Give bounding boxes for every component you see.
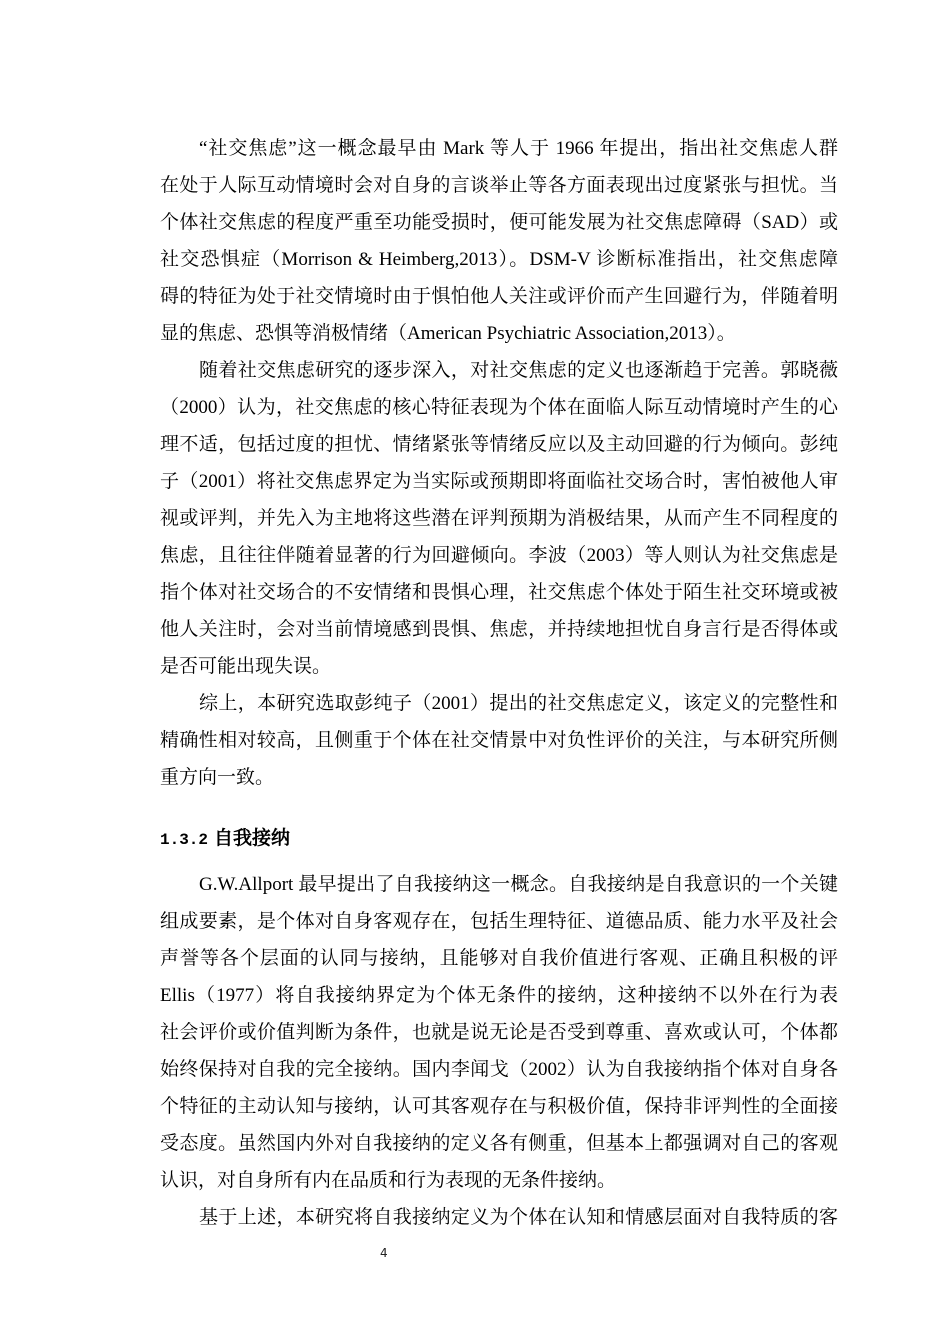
text-line: G.W.Allport 最早提出了自我接纳这一概念。自我接纳是自我意识的一个关键 [199, 874, 838, 895]
section-self-acceptance [160, 866, 838, 1236]
text-line: 视或评判，并先入为主地将这些潜在评判预期为消极结果，从而产生不同程度的 [160, 508, 838, 529]
paragraph [160, 130, 838, 352]
paragraph [160, 866, 838, 1199]
text-line: 碍的特征为处于社交情境时由于惧怕他人关注或评价而产生回避行为，伴随着明 [160, 286, 838, 307]
text-line: 是否可能出现失误。 [160, 656, 332, 677]
text-line: 基于上述，本研究将自我接纳定义为个体在认知和情感层面对自我特质的客 [199, 1207, 838, 1228]
text-line: 在处于人际互动情境时会对自身的言谈举止等各方面表现出过度紧张与担忧。当 [160, 175, 838, 196]
text-line: 受态度。虽然国内外对自我接纳的定义各有侧重，但基本上都强调对自己的客观 [160, 1133, 838, 1154]
text-line: 个特征的主动认知与接纳，认可其客观存在与积极价值，保持非评判性的全面接 [160, 1096, 838, 1117]
text-line: 始终保持对自我的完全接纳。国内李闻戈（2002）认为自我接纳指个体对自身各 [160, 1059, 838, 1080]
text-line: Ellis（1977）将自我接纳界定为个体无条件的接纳，这种接纳不以外在行为表 [160, 985, 838, 1006]
text-line: 随着社交焦虑研究的逐步深入，对社交焦虑的定义也逐渐趋于完善。郭晓薇 [199, 360, 838, 381]
text-line: 精确性相对较高，且侧重于个体在社交情景中对负性评价的关注，与本研究所侧 [160, 730, 838, 751]
text-line: 子（2001）将社交焦虑界定为当实际或预期即将面临社交场合时，害怕被他人审 [160, 471, 838, 492]
text-line: 个体社交焦虑的程度严重至功能受损时，便可能发展为社交焦虑障碍（SAD）或 [160, 212, 838, 233]
text-line: 组成要素，是个体对自身客观存在，包括生理特征、道德品质、能力水平及社会 [160, 911, 838, 932]
text-line: 显的焦虑、恐惧等消极情绪（American Psychiatric Association,2013）。 [160, 323, 736, 344]
page-number: 4 [380, 1246, 388, 1260]
paragraph [160, 352, 838, 685]
heading-number: 1.3.2 [160, 831, 209, 849]
section-social-anxiety [160, 130, 838, 796]
text-line: 认识，对自身所有内在品质和行为表现的无条件接纳。 [160, 1170, 617, 1191]
text-line: “社交焦虑”这一概念最早由 Mark 等人于 1966 年提出，指出社交焦虑人群 [199, 138, 838, 159]
text-line: 社交恐惧症（Morrison & Heimberg,2013）。DSM-V 诊断标准指出，社交焦虑障 [160, 249, 838, 270]
text-line: 社会评价或价值判断为条件，也就是说无论是否受到尊重、喜欢或认可，个体都 [160, 1022, 838, 1043]
text-line: 理不适，包括过度的担忧、情绪紧张等情绪反应以及主动回避的行为倾向。彭纯 [160, 434, 838, 455]
paragraph [160, 1199, 838, 1236]
text-line: 声誉等各个层面的认同与接纳，且能够对自我价值进行客观、正确且积极的评 [160, 948, 838, 969]
text-line: 他人关注时，会对当前情境感到畏惧、焦虑，并持续地担忧自身言行是否得体或 [160, 619, 838, 640]
heading-title: 自我接纳 [214, 827, 291, 849]
text-line: 焦虑，且往往伴随着显著的行为回避倾向。李波（2003）等人则认为社交焦虑是 [160, 545, 838, 566]
text-line: 指个体对社交场合的不安情绪和畏惧心理，社交焦虑个体处于陌生社交环境或被 [160, 582, 838, 603]
paragraph [160, 685, 838, 796]
text-line: （2000）认为，社交焦虑的核心特征表现为个体在面临人际互动情境时产生的心 [160, 397, 838, 418]
section-heading [160, 820, 290, 857]
text-line: 重方向一致。 [160, 767, 275, 788]
text-line: 综上，本研究选取彭纯子（2001）提出的社交焦虑定义，该定义的完整性和 [199, 693, 838, 714]
